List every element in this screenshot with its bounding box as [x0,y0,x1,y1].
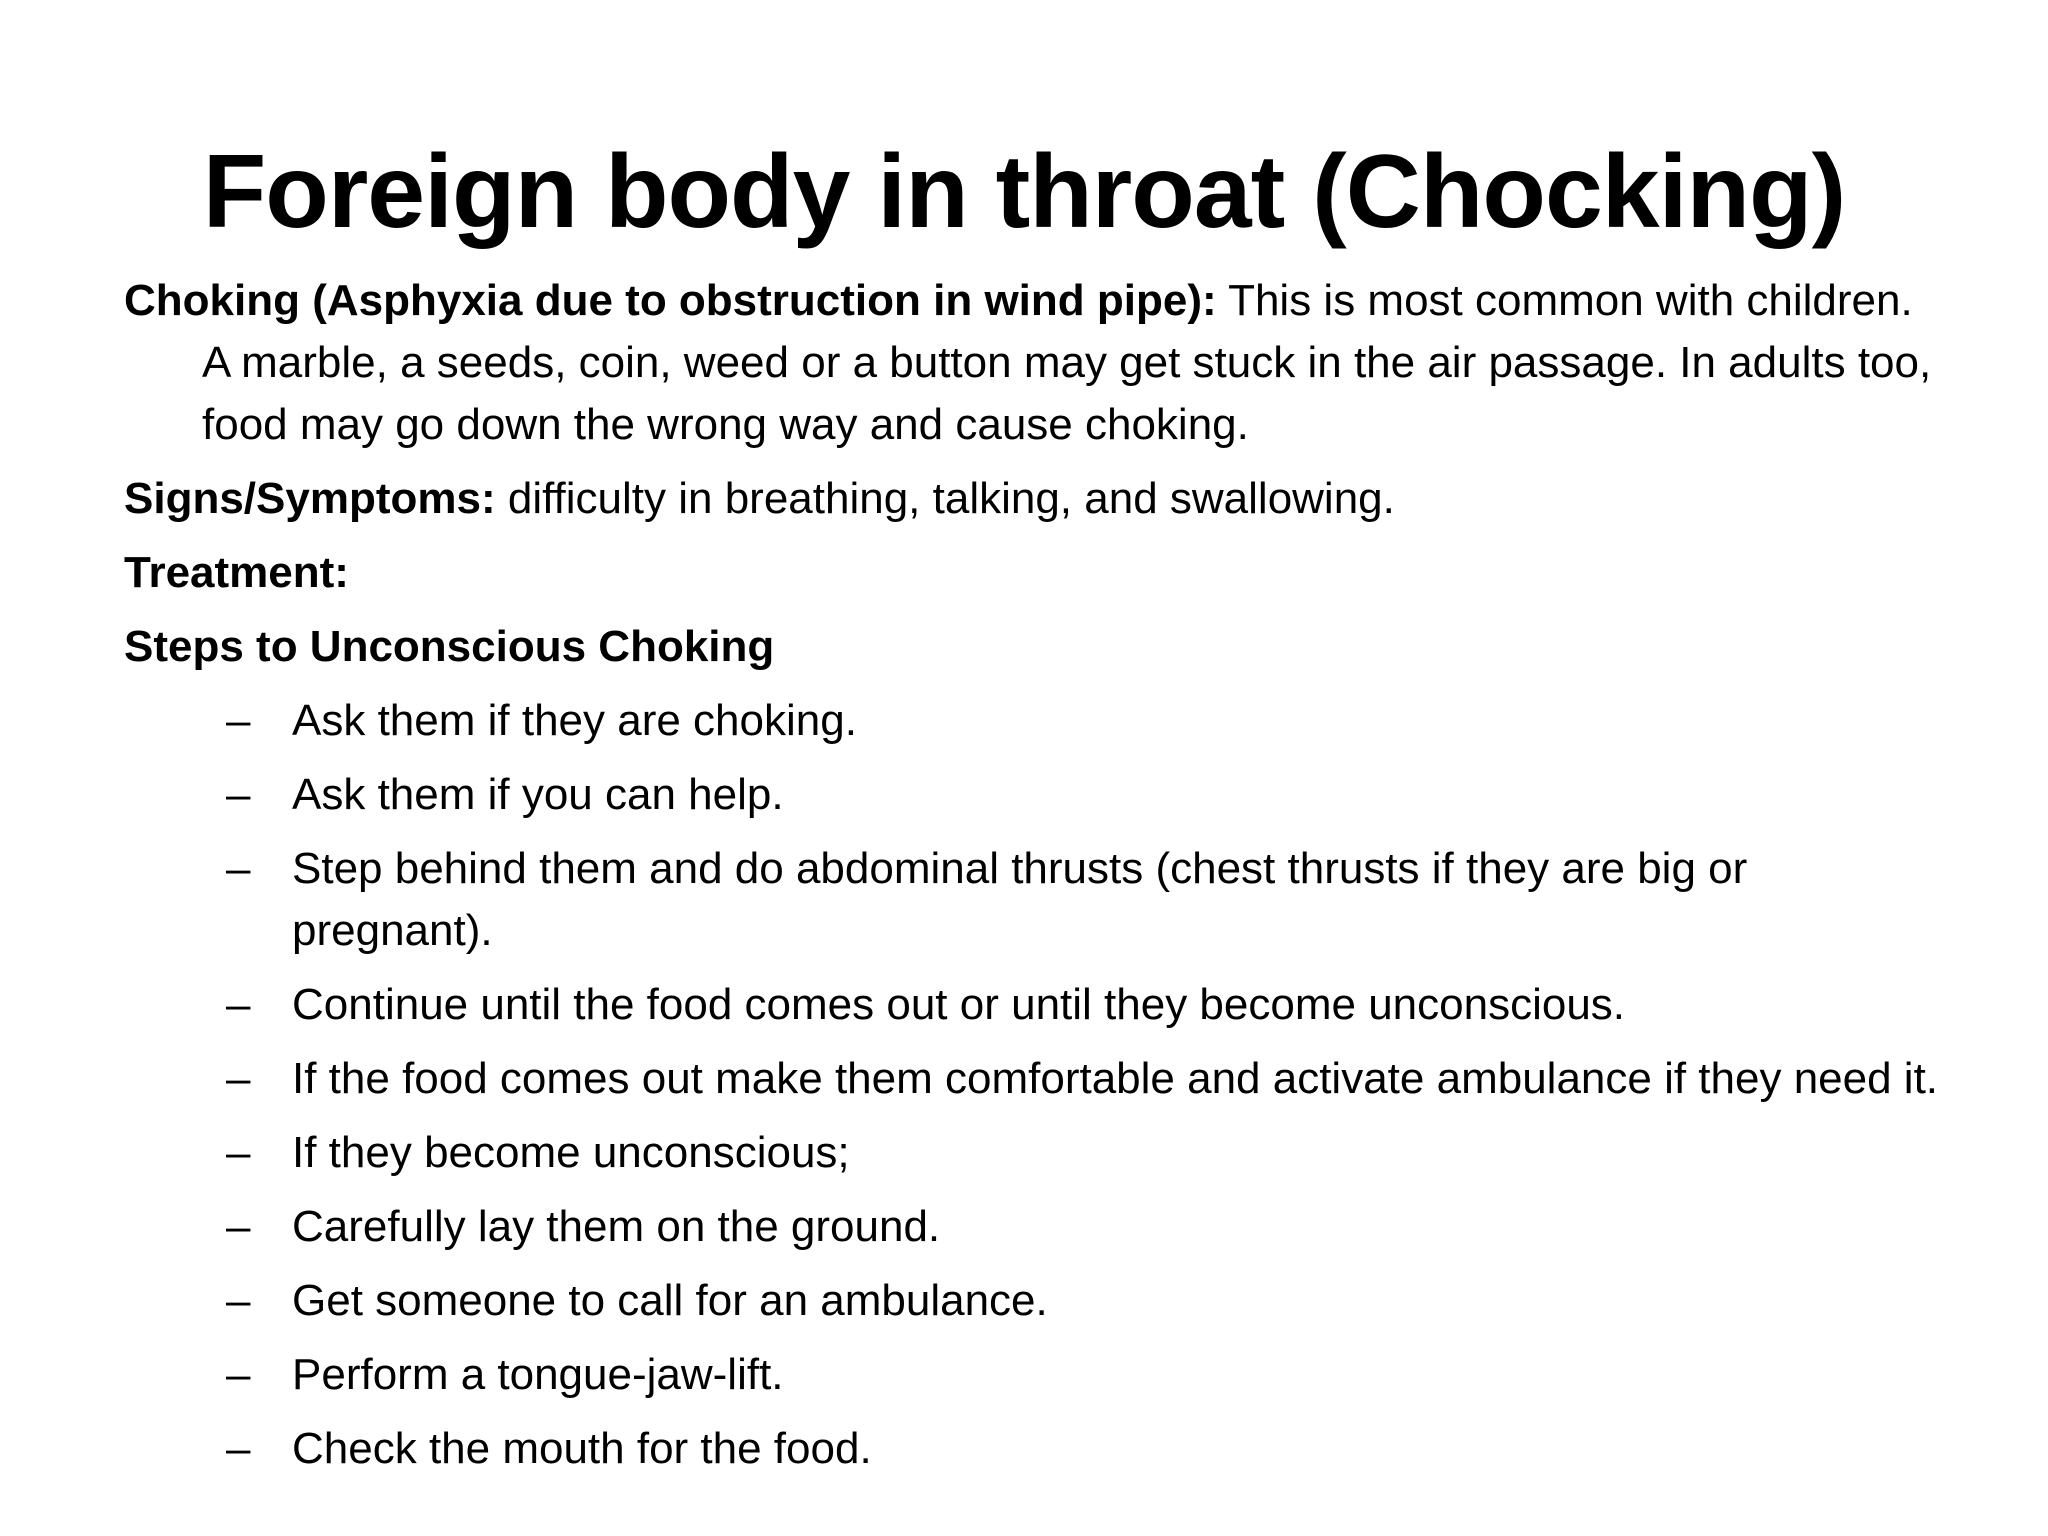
step-item [124,1344,1944,1406]
step-text: Carefully lay them on the ground. [292,1202,941,1251]
step-text: Ask them if they are choking. [292,696,857,745]
step-item [124,1196,1944,1258]
step-item [124,974,1944,1036]
slide-body [124,270,1944,1492]
dash-bullet-icon: – [226,1202,251,1251]
step-text: If the food comes out make them comfortable and activate ambulance if they need it. [292,1054,1939,1103]
step-item [124,690,1944,752]
step-item [124,1418,1944,1480]
step-item [124,838,1944,962]
step-item [124,1122,1944,1184]
dash-bullet-icon: – [226,980,251,1029]
dash-bullet-icon: – [226,770,251,819]
step-text: Continue until the food comes out or until they become unconscious. [292,980,1626,1029]
signs-label: Signs/Symptoms: [124,474,496,523]
choking-text: This is most common with children. A marble, a seeds, coin, weed or a button may get stuck in the air passage. In adults too, food may go down the wrong way and cause choking. [202,276,1932,449]
signs-paragraph [124,468,1944,530]
choking-paragraph [124,270,1944,456]
step-text: Check the mouth for the food. [292,1424,872,1473]
step-text: Perform a tongue-jaw-lift. [292,1350,784,1399]
steps-heading: Steps to Unconscious Choking [124,622,775,671]
signs-text: difficulty in breathing, talking, and swallowing. [495,474,1395,523]
dash-bullet-icon: – [226,844,251,893]
step-text: If they become unconscious; [292,1128,850,1177]
dash-bullet-icon: – [226,1424,251,1473]
dash-bullet-icon: – [226,1054,251,1103]
step-item [124,1048,1944,1110]
dash-bullet-icon: – [226,696,251,745]
steps-list [124,690,1944,1480]
treatment-heading: Treatment: [124,548,349,597]
step-text: Ask them if you can help. [292,770,784,819]
step-text: Step behind them and do abdominal thrusts (chest thrusts if they are big or pregnant). [292,844,1748,955]
step-item [124,764,1944,826]
choking-label: Choking (Asphyxia due to obstruction in wind pipe): [124,276,1217,325]
slide-title: Foreign body in throat (Chocking) [202,134,1846,250]
dash-bullet-icon: – [226,1276,251,1325]
dash-bullet-icon: – [226,1128,251,1177]
step-text: Get someone to call for an ambulance. [292,1276,1048,1325]
dash-bullet-icon: – [226,1350,251,1399]
step-item [124,1270,1944,1332]
